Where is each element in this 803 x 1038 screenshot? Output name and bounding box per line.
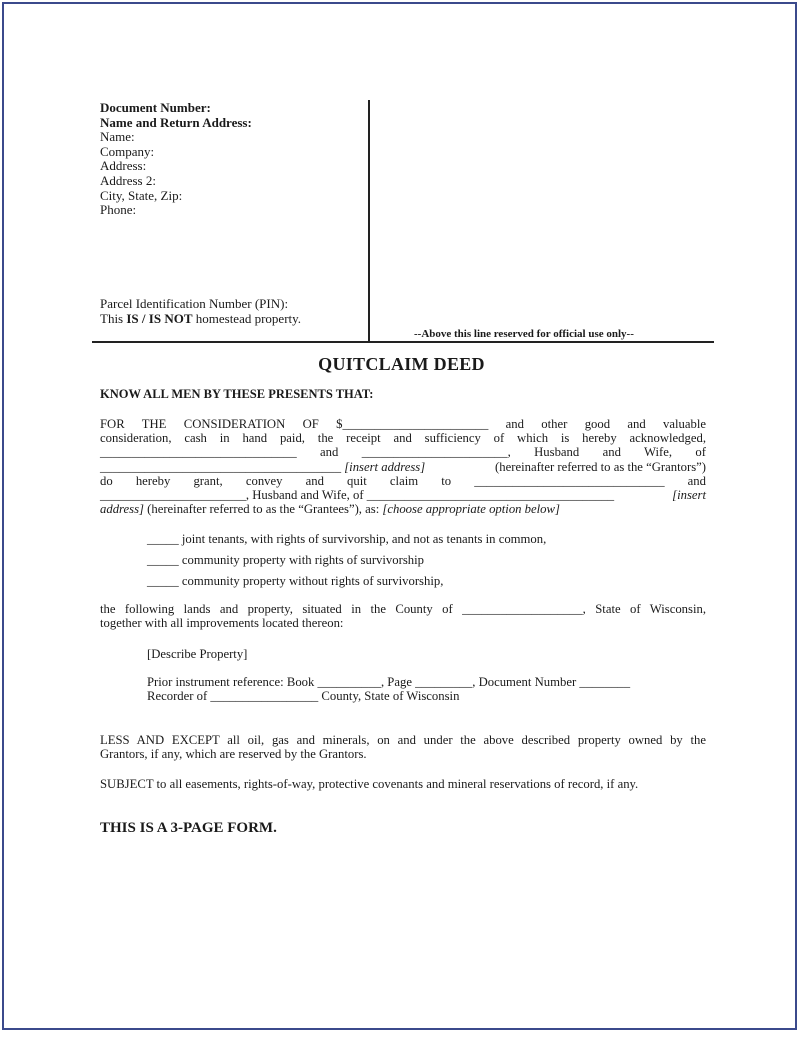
document-number-label: Document Number: (100, 100, 211, 115)
pin-label: Parcel Identification Number (PIN): (100, 296, 289, 311)
homestead-pre: This (100, 310, 127, 326)
phone-label: Phone: (100, 202, 137, 218)
form-length-note: THIS IS A 3-PAGE FORM. (100, 820, 277, 836)
less-line-1: LESS AND EXCEPT all oil, gas and minerals, on and under the above described property owned by the (100, 733, 706, 747)
homestead-post: homestead property. (192, 310, 302, 326)
subject-clause: SUBJECT to all easements, rights-of-way, protective covenants and mineral reservations of record, if any. (100, 777, 639, 791)
less-line-2: Grantors, if any, which are reserved by the Grantors. (100, 747, 367, 762)
header-divider-horizontal (92, 341, 714, 343)
pin-block (100, 297, 301, 326)
consideration-line-5: do hereby grant, convey and quit claim to ______________________________ and (100, 473, 706, 488)
consideration-line-3: _______________________________ and _______________________, Husband and Wife, of (100, 445, 706, 460)
choose-option-hint: [choose appropriate option below] (382, 502, 560, 517)
consideration-line-2: consideration, cash in hand paid, the receipt and sufficiency of which is hereby acknowledged, (100, 431, 706, 446)
prior-line-1: Prior instrument reference: Book __________, Page _________, Document Number ________ (147, 675, 631, 689)
city-label: City, State, Zip: (100, 187, 183, 203)
consideration-paragraph (100, 417, 706, 516)
consideration-line-6 (100, 488, 706, 502)
company-label: Company: (100, 143, 155, 159)
consideration-line-1: FOR THE CONSIDERATION OF $_______________________ and other good and valuable (100, 417, 706, 431)
prior-instrument (147, 675, 630, 703)
prior-line-2: Recorder of _________________ County, State of Wisconsin (147, 689, 460, 704)
insert-address-hint: [insert address] (341, 459, 426, 474)
page-title: QUITCLAIM DEED (318, 354, 485, 374)
grantors-ref: (hereinafter referred to as the “Grantors”) (495, 459, 706, 474)
lands-line-1: the following lands and property, situated in the County of ___________________, State of Wisconsin, (100, 602, 706, 616)
consideration-line-4 (100, 460, 706, 474)
consideration-line-7 (100, 502, 706, 516)
homestead-line (100, 312, 301, 327)
address-label: Address: (100, 158, 147, 174)
grantor-address-blank: ______________________________________ (100, 459, 342, 474)
address2-label: Address 2: (100, 172, 156, 188)
name-return-label: Name and Return Address: (100, 114, 252, 130)
deed-page (2, 2, 797, 1030)
option-community-without: _____ community property without rights of survivorship, (147, 574, 444, 588)
return-address-block (100, 101, 252, 218)
lands-paragraph (100, 602, 706, 630)
insert-hint: [insert (672, 488, 706, 503)
know-all-men: KNOW ALL MEN BY THESE PRESENTS THAT: (100, 387, 374, 401)
option-joint-tenants: _____ joint tenants, with rights of survivorship, and not as tenants in common, (147, 532, 547, 546)
homestead-option: IS / IS NOT (126, 310, 193, 326)
header-divider-vertical (368, 100, 370, 341)
lands-line-2: together with all improvements located thereon: (100, 616, 344, 631)
address-hint: address] (100, 502, 144, 517)
official-use-note: --Above this line reserved for official use only-- (414, 328, 634, 340)
option-community-with: _____ community property with rights of survivorship (147, 553, 424, 567)
describe-property: [Describe Property] (147, 647, 248, 661)
grantee-blank: _______________________, Husband and Wife, of _______________________________________ (100, 488, 615, 503)
less-and-except (100, 733, 706, 761)
grantees-ref: (hereinafter referred to as the “Grantees”), as: (143, 502, 383, 517)
name-label: Name: (100, 129, 135, 145)
